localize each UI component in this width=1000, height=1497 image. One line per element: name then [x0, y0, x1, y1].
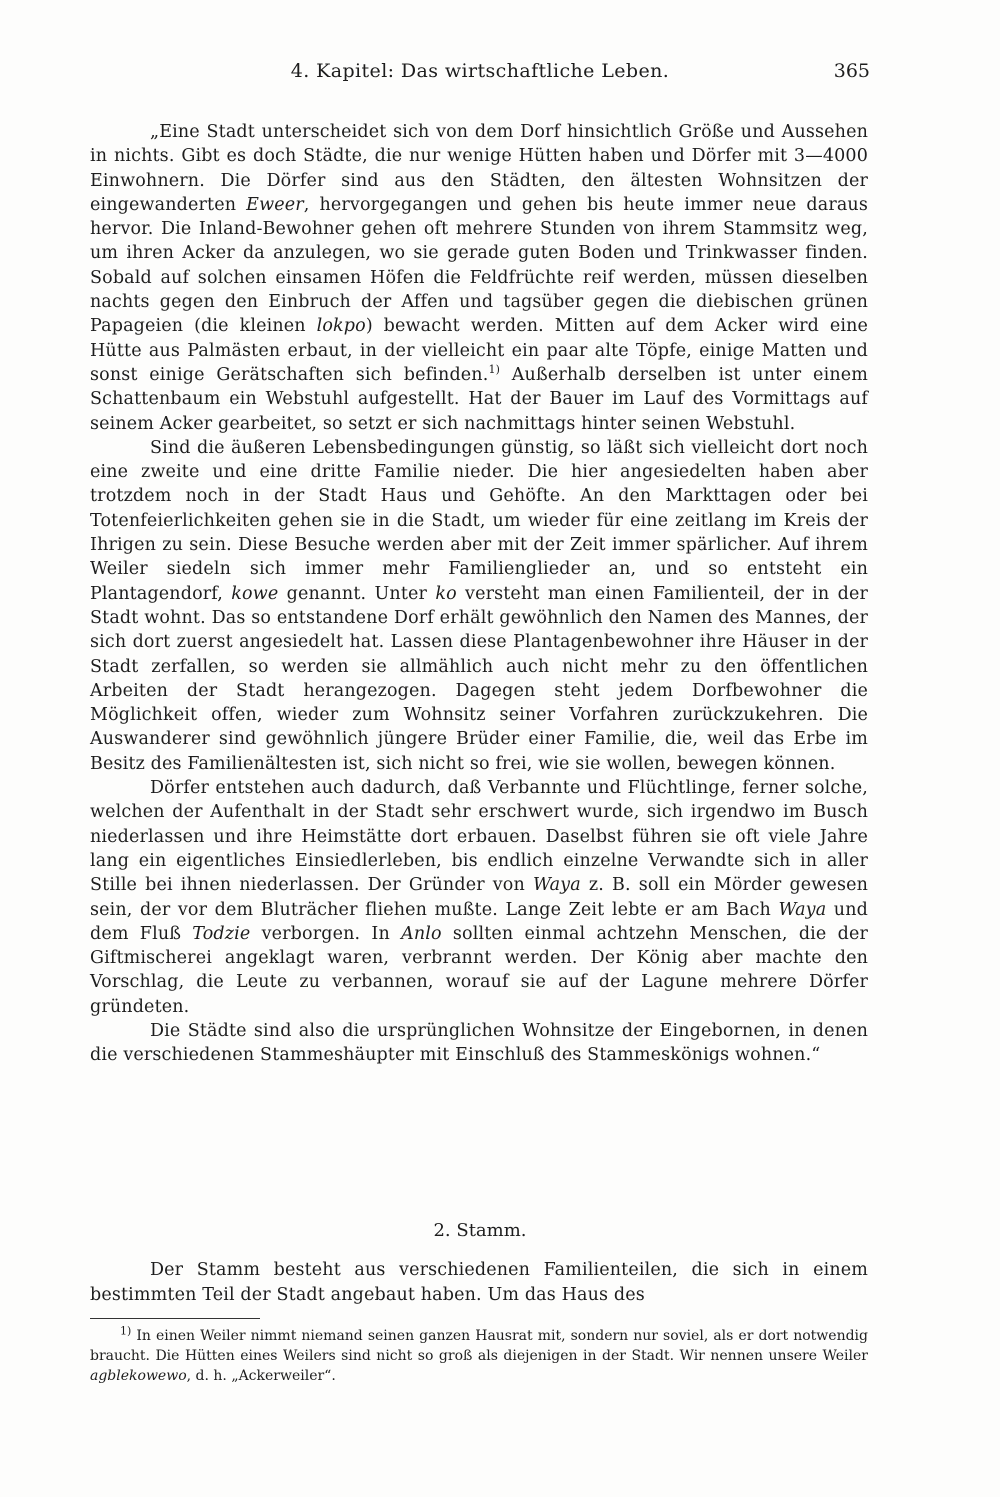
text-run: , d. h. „Ackerweiler“.	[186, 1368, 336, 1384]
footnote-marker: 1)	[488, 363, 501, 377]
section-heading: 2. Stamm.	[433, 1220, 527, 1241]
paragraph	[90, 120, 868, 436]
section-text-block	[90, 1258, 868, 1308]
text-run: Dörfer entstehen auch dadurch, daß Verbannte und Flüchtlinge, ferner solche, welchen der Aufenthalt in der Stadt sehr erschwert wurde, sich irgendwo im Busch niederlassen und ihre Heimstätte dort erbauen. Daselbst führen sie oft viele Jahre lang ein eigentliches Einsiedlerleben, bis endlich einzelne Verwandte sich in aller Stille bei ihnen niederlassen. Der Gründer von	[90, 778, 868, 896]
text-run: genannt. Unter	[278, 583, 436, 604]
text-run: verborgen. In	[250, 923, 402, 944]
footnote-marker: 1)	[120, 1324, 132, 1338]
text-run: „Eine Stadt unterscheidet sich von dem Dorf hinsichtlich Größe und Aussehen in nichts. Gibt es doch Städte, die nur wenige Hütten haben und Dörfer mit 3—4000 Einwohnern. Die Dörfer sind aus den Städten, den ältesten Wohnsitzen der eingewanderten	[90, 122, 868, 215]
footnote	[90, 1326, 868, 1386]
italic-term: Todzie	[192, 923, 251, 944]
footnote-divider	[90, 1318, 260, 1319]
main-text	[90, 120, 868, 1068]
text-run: Die Städte sind also die ursprünglichen Wohnsitze der Eingebornen, in denen die verschiedenen Stammeshäupter mit Einschluß des Stammeskönigs wohnen.“	[90, 1020, 868, 1066]
text-run: Sind die äußeren Lebensbedingungen günstig, so läßt sich vielleicht dort noch eine zweite und eine dritte Familie nieder. Die hier angesiedelten haben aber trotzdem noch in der Stadt Haus und Gehöfte. An den Markttagen oder bei Totenfeierlichkeiten gehen sie in die Stadt, um wieder für eine zeitlang im Kreis der Ihrigen zu sein. Diese Besuche werden aber mit der Zeit immer spärlicher. Auf ihrem Weiler siedeln sich immer mehr Familienglieder an, und so entsteht ein Plantagendorf,	[90, 437, 868, 604]
italic-term: Waya	[778, 899, 827, 920]
italic-term: Eweer	[246, 194, 304, 215]
text-run: ) bewacht werden. Mitten auf dem Acker wird eine Hütte aus Palmästen erbaut, in der vielleicht ein paar alte Töpfe, einige Matten und sonst einige Gerätschaften sich befinden.	[90, 316, 869, 385]
text-run: , hervorgegangen und gehen bis heute immer neue daraus hervor. Die Inland-Bewohner gehen oft mehrere Stunden von ihrem Stammsitz weg, um ihren Acker da anzulegen, wo sie gerade guten Boden und Trinkwasser finden. Sobald auf solchen einsamen Höfen die Feldfrüchte reif werden, müssen dieselben nachts gegen den Einbruch der Affen und tagsüber gegen die diebischen grünen Papageien (die kleinen	[90, 194, 868, 337]
page-number: 365	[833, 60, 870, 82]
running-title: 4. Kapitel: Das wirtschaftliche Leben.	[290, 60, 670, 82]
italic-term: lokpo	[316, 316, 366, 337]
page-header	[90, 60, 870, 90]
text-run: sollten einmal achtzehn Menschen, die der Giftmischerei angeklagt waren, verbrannt werden. Der König aber machte den Vorschlag, die Leute zu verbannen, worauf sie auf der Lagune mehrere Dörfer gründeten.	[90, 923, 868, 1017]
section-paragraph: Der Stamm besteht aus verschiedenen Familienteilen, die sich in einem bestimmten Teil der Stadt angebaut haben. Um das Haus des	[90, 1260, 868, 1305]
italic-term: kowe	[231, 583, 279, 604]
paragraph	[90, 436, 868, 776]
footnotes	[90, 1326, 868, 1386]
italic-term: ko	[435, 583, 457, 604]
text-run: Außerhalb derselben ist unter einem Schattenbaum ein Webstuhl aufgestellt. Hat der Bauer im Lauf des Vormittags auf seinem Acker gearbeitet, so setzt er sich nachmittags hinter seinen Webstuhl.	[90, 364, 868, 434]
italic-term: agblekowewo	[90, 1368, 187, 1384]
paragraph	[90, 1019, 868, 1068]
text-run: In einen Weiler nimmt niemand seinen ganzen Hausrat mit, sondern nur soviel, als er dort notwendig braucht. Die Hütten eines Weilers sind nicht so groß als diejenigen in der Stadt. Wir nennen unsere Weiler	[90, 1328, 868, 1364]
italic-term: Waya	[532, 875, 581, 896]
text-run: versteht man einen Familienteil, der in der Stadt wohnt. Das so entstandene Dorf erhält gewöhnlich den Namen des Mannes, der sich dort zuerst angesiedelt hat. Lassen diese Plantagenbewohner ihre Häuser in der Stadt zerfallen, so werden sie allmählich auch nicht mehr zu den öffentlichen Arbeiten der Stadt herangezogen. Dagegen steht jedem Dorfbewohner die Möglichkeit offen, wieder zum Wohnsitz seiner Vorfahren zurückzukehren. Die Auswanderer sind gewöhnlich jüngere Brüder einer Familie, die, weil das Erbe im Besitz des Familienältesten ist, sich nicht so frei, wie sie wollen, bewegen können.	[90, 583, 868, 774]
paragraph	[90, 776, 868, 1019]
text-run: und dem Fluß	[90, 899, 868, 944]
text-run: z. B. soll ein Mörder gewesen sein, der vor dem Bluträcher fliehen mußte. Lange Zeit lebte er am Bach	[90, 875, 868, 920]
italic-term: Anlo	[401, 923, 442, 944]
